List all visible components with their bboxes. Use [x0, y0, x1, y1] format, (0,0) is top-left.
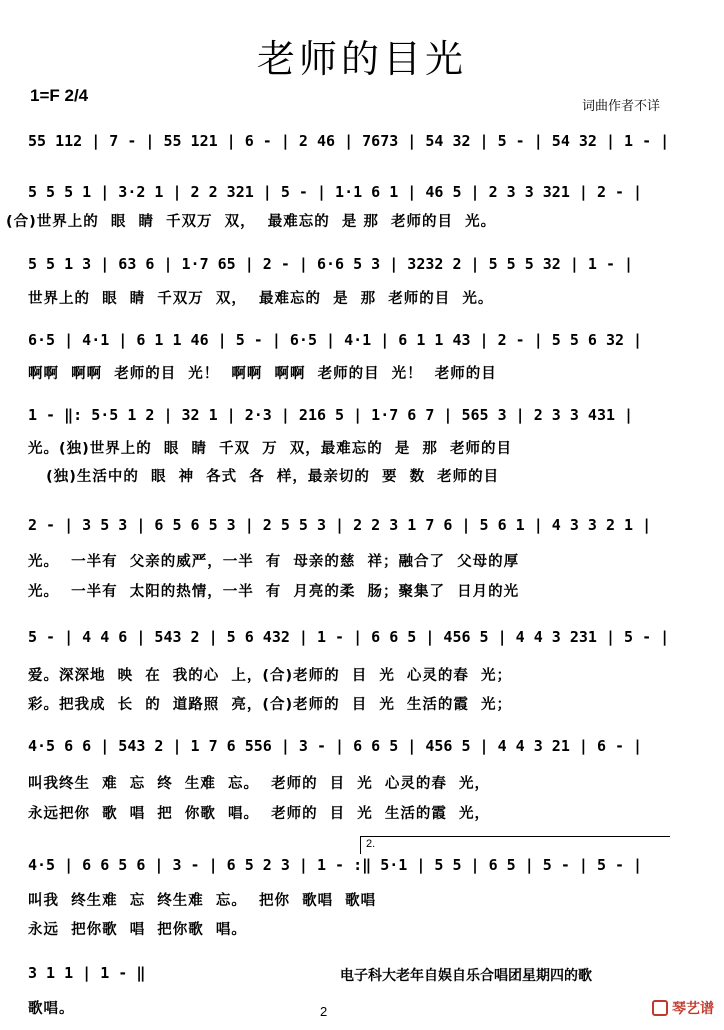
- score-lyric-7a: 爱。深深地 映 在 我的心 上，(合)老师的 目 光 心灵的春 光；: [28, 668, 513, 684]
- footer-note: 电子科大老年自娱自乐合唱团星期四的歌: [340, 968, 592, 984]
- score-lyric-9a: 叫我 终生难 忘 终生难 忘。 把你 歌唱 歌唱: [28, 893, 377, 909]
- score-lyric-5b: (独)生活中的 眼 神 各式 各 样，最亲切的 要 数 老师的目: [28, 469, 500, 485]
- score-notes-9: 4·5 | 6 6 5 6 | 3 - | 6 5 2 3 | 1 - :‖ 5·1 | 5 5 | 6 5 | 5 - | 5 - |: [28, 856, 643, 874]
- score-notes-7: 5 - | 4 4 6 | 543 2 | 5 6 432 | 1 - | 6 6 5 | 456 5 | 4 4 3 231 | 5 - |: [28, 628, 670, 646]
- score-notes-5: 1 - ‖: 5·5 1 2 | 32 1 | 2·3 | 216 5 | 1·7 6 7 | 565 3 | 2 3 3 431 |: [28, 406, 634, 424]
- site-logo: [652, 998, 714, 1018]
- score-notes-8: 4·5 6 6 | 543 2 | 1 7 6 556 | 3 - | 6 6 5 | 456 5 | 4 4 3 21 | 6 - |: [28, 737, 643, 755]
- score-lyric-3a: 世界上的 眼 睛 千双万 双， 最难忘的 是 那 老师的目 光。: [28, 291, 494, 307]
- score-notes-2: 5 5 5 1 | 3·2 1 | 2 2 321 | 5 - | 1·1 6 1 | 46 5 | 2 3 3 321 | 2 - |: [28, 183, 643, 201]
- volta-bracket: [360, 836, 670, 837]
- credit-text: 词曲作者不详: [581, 99, 660, 114]
- key-signature: 1=F 2/4: [30, 86, 89, 105]
- score-notes-6: 2 - | 3 5 3 | 6 5 6 5 3 | 2 5 5 3 | 2 2 3 1 7 6 | 5 6 1 | 4 3 3 2 1 |: [28, 516, 652, 534]
- score-lyric-8a: 叫我终生 难 忘 终 生难 忘。 老师的 目 光 心灵的春 光，: [28, 776, 490, 792]
- page-title: 老师的目光: [256, 37, 467, 81]
- logo-text: 琴艺谱: [672, 1001, 714, 1017]
- page-number: 2: [320, 1004, 328, 1019]
- score-lyric-2a: (合)世界上的 眼 睛 千双万 双， 最难忘的 是 那 老师的目 光。: [6, 214, 497, 230]
- score-lyric-6a: 光。 一半有 父亲的威严，一半 有 母亲的慈 祥；融合了 父母的厚: [28, 554, 520, 570]
- logo-icon: [652, 1000, 668, 1016]
- score-notes-1: 55 112 | 7 - | 55 121 | 6 - | 2 46 | 7673 | 54 32 | 5 - | 54 32 | 1 - |: [28, 132, 670, 150]
- score-lyric-6b: 光。 一半有 太阳的热情，一半 有 月亮的柔 肠；聚集了 日月的光: [28, 584, 520, 600]
- score-notes-3: 5 5 1 3 | 63 6 | 1·7 65 | 2 - | 6·6 5 3 | 3232 2 | 5 5 5 32 | 1 - |: [28, 255, 634, 273]
- score-lyric-4a: 啊啊 啊啊 老师的目 光！ 啊啊 啊啊 老师的目 光！ 老师的目: [28, 366, 497, 382]
- score-lyric-9b: 永远 把你歌 唱 把你歌 唱。: [28, 922, 247, 938]
- volta-bracket-tick: [360, 836, 361, 854]
- score-notes-10: 3 1 1 | 1 - ‖: [28, 964, 146, 982]
- score-lyric-7b: 彩。把我成 长 的 道路照 亮，(合)老师的 目 光 生活的霞 光；: [28, 697, 513, 713]
- score-lyric-8b: 永远把你 歌 唱 把 你歌 唱。 老师的 目 光 生活的霞 光，: [28, 806, 490, 822]
- score-lyric-10a: 歌唱。: [28, 1001, 75, 1017]
- score-lyric-5a: 光。(独)世界上的 眼 睛 千双 万 双，最难忘的 是 那 老师的目: [28, 441, 513, 457]
- volta-label: 2.: [366, 838, 376, 850]
- score-notes-4: 6·5 | 4·1 | 6 1 1 46 | 5 - | 6·5 | 4·1 | 6 1 1 43 | 2 - | 5 5 6 32 |: [28, 331, 643, 349]
